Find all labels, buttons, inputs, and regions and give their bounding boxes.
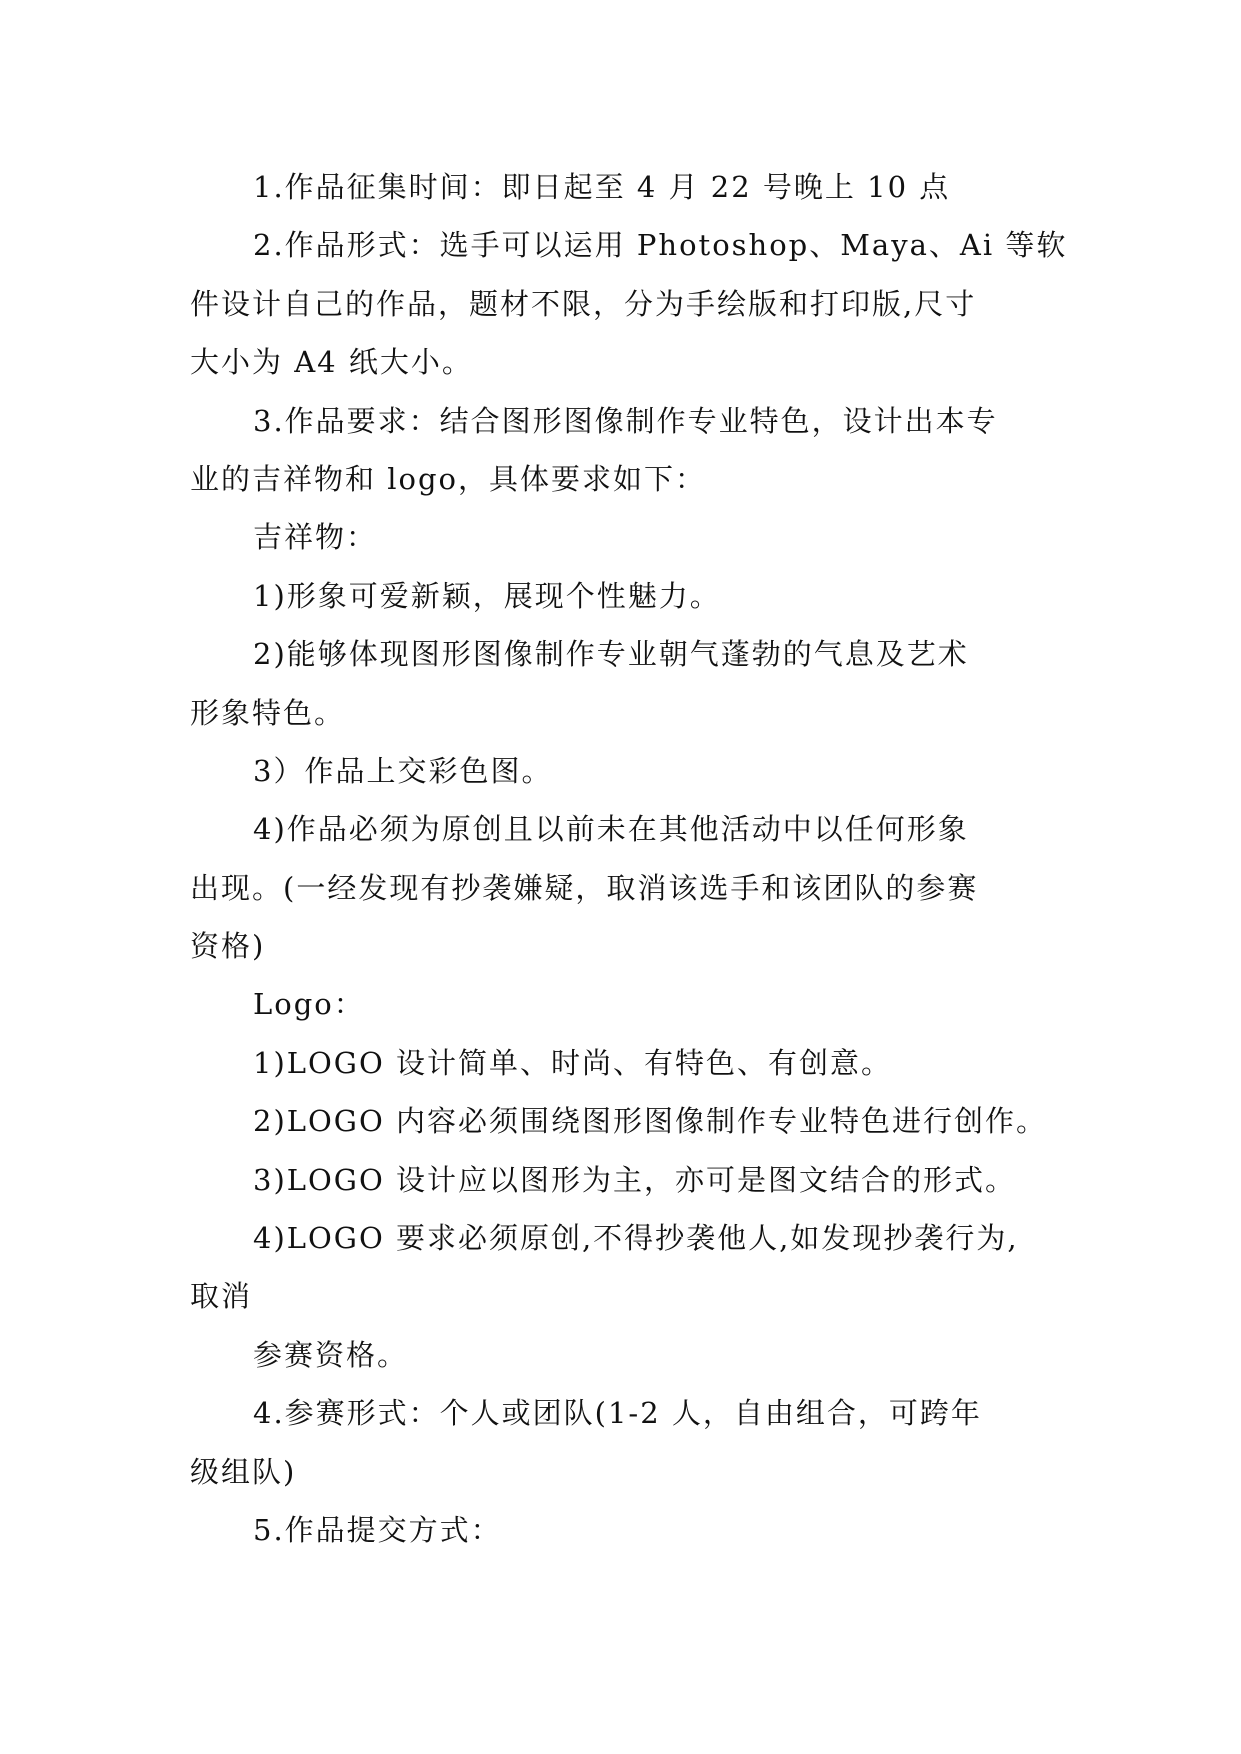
list-item-cont: 形象特色。 — [190, 695, 346, 730]
list-item: 3）作品上交彩色图。 — [253, 753, 553, 788]
section-heading-logo: Logo： — [253, 987, 365, 1022]
document-body — [190, 158, 1070, 1559]
list-item-cont: 取消 — [190, 1279, 253, 1314]
list-item: 1)形象可爱新颖，展现个性魅力。 — [253, 578, 721, 613]
paragraph-work-format-cont: 大小为 A4 纸大小。 — [190, 345, 473, 380]
paragraph-work-requirements: 3.作品要求：结合图形图像制作专业特色，设计出本专 — [253, 403, 998, 438]
paragraph-submission-method: 5.作品提交方式： — [253, 1512, 502, 1547]
list-item: 1)LOGO 设计简单、时尚、有特色、有创意。 — [253, 1045, 892, 1080]
paragraph-participation-form-cont: 级组队) — [190, 1454, 297, 1489]
list-item-cont: 出现。(一经发现有抄袭嫌疑，取消该选手和该团队的参赛 — [190, 870, 979, 905]
paragraph-work-format-cont: 件设计自己的作品，题材不限，分为手绘版和打印版,尺寸 — [190, 286, 977, 321]
paragraph-work-requirements-cont: 业的吉祥物和 logo，具体要求如下： — [190, 461, 706, 496]
section-heading-mascot: 吉祥物： — [253, 520, 378, 555]
list-item: 4)LOGO 要求必须原创,不得抄袭他人,如发现抄袭行为, — [253, 1221, 1019, 1256]
list-item-cont: 资格) — [190, 929, 266, 964]
paragraph-collection-time: 1.作品征集时间：即日起至 4 月 22 号晚上 10 点 — [253, 170, 951, 204]
list-item: 3)LOGO 设计应以图形为主，亦可是图文结合的形式。 — [253, 1162, 1016, 1197]
list-item: 2)能够体现图形图像制作专业朝气蓬勃的气息及艺术 — [253, 637, 969, 672]
paragraph-participation-form: 4.参赛形式：个人或团队(1-2 人，自由组合，可跨年 — [253, 1396, 982, 1431]
list-item: 2)LOGO 内容必须围绕图形图像制作专业特色进行创作。 — [253, 1104, 1047, 1139]
paragraph-work-format: 2.作品形式：选手可以运用 Photoshop、Maya、Ai 等软 — [253, 228, 1068, 263]
list-item-cont: 参赛资格。 — [253, 1337, 409, 1372]
list-item: 4)作品必须为原创且以前未在其他活动中以任何形象 — [253, 812, 969, 847]
